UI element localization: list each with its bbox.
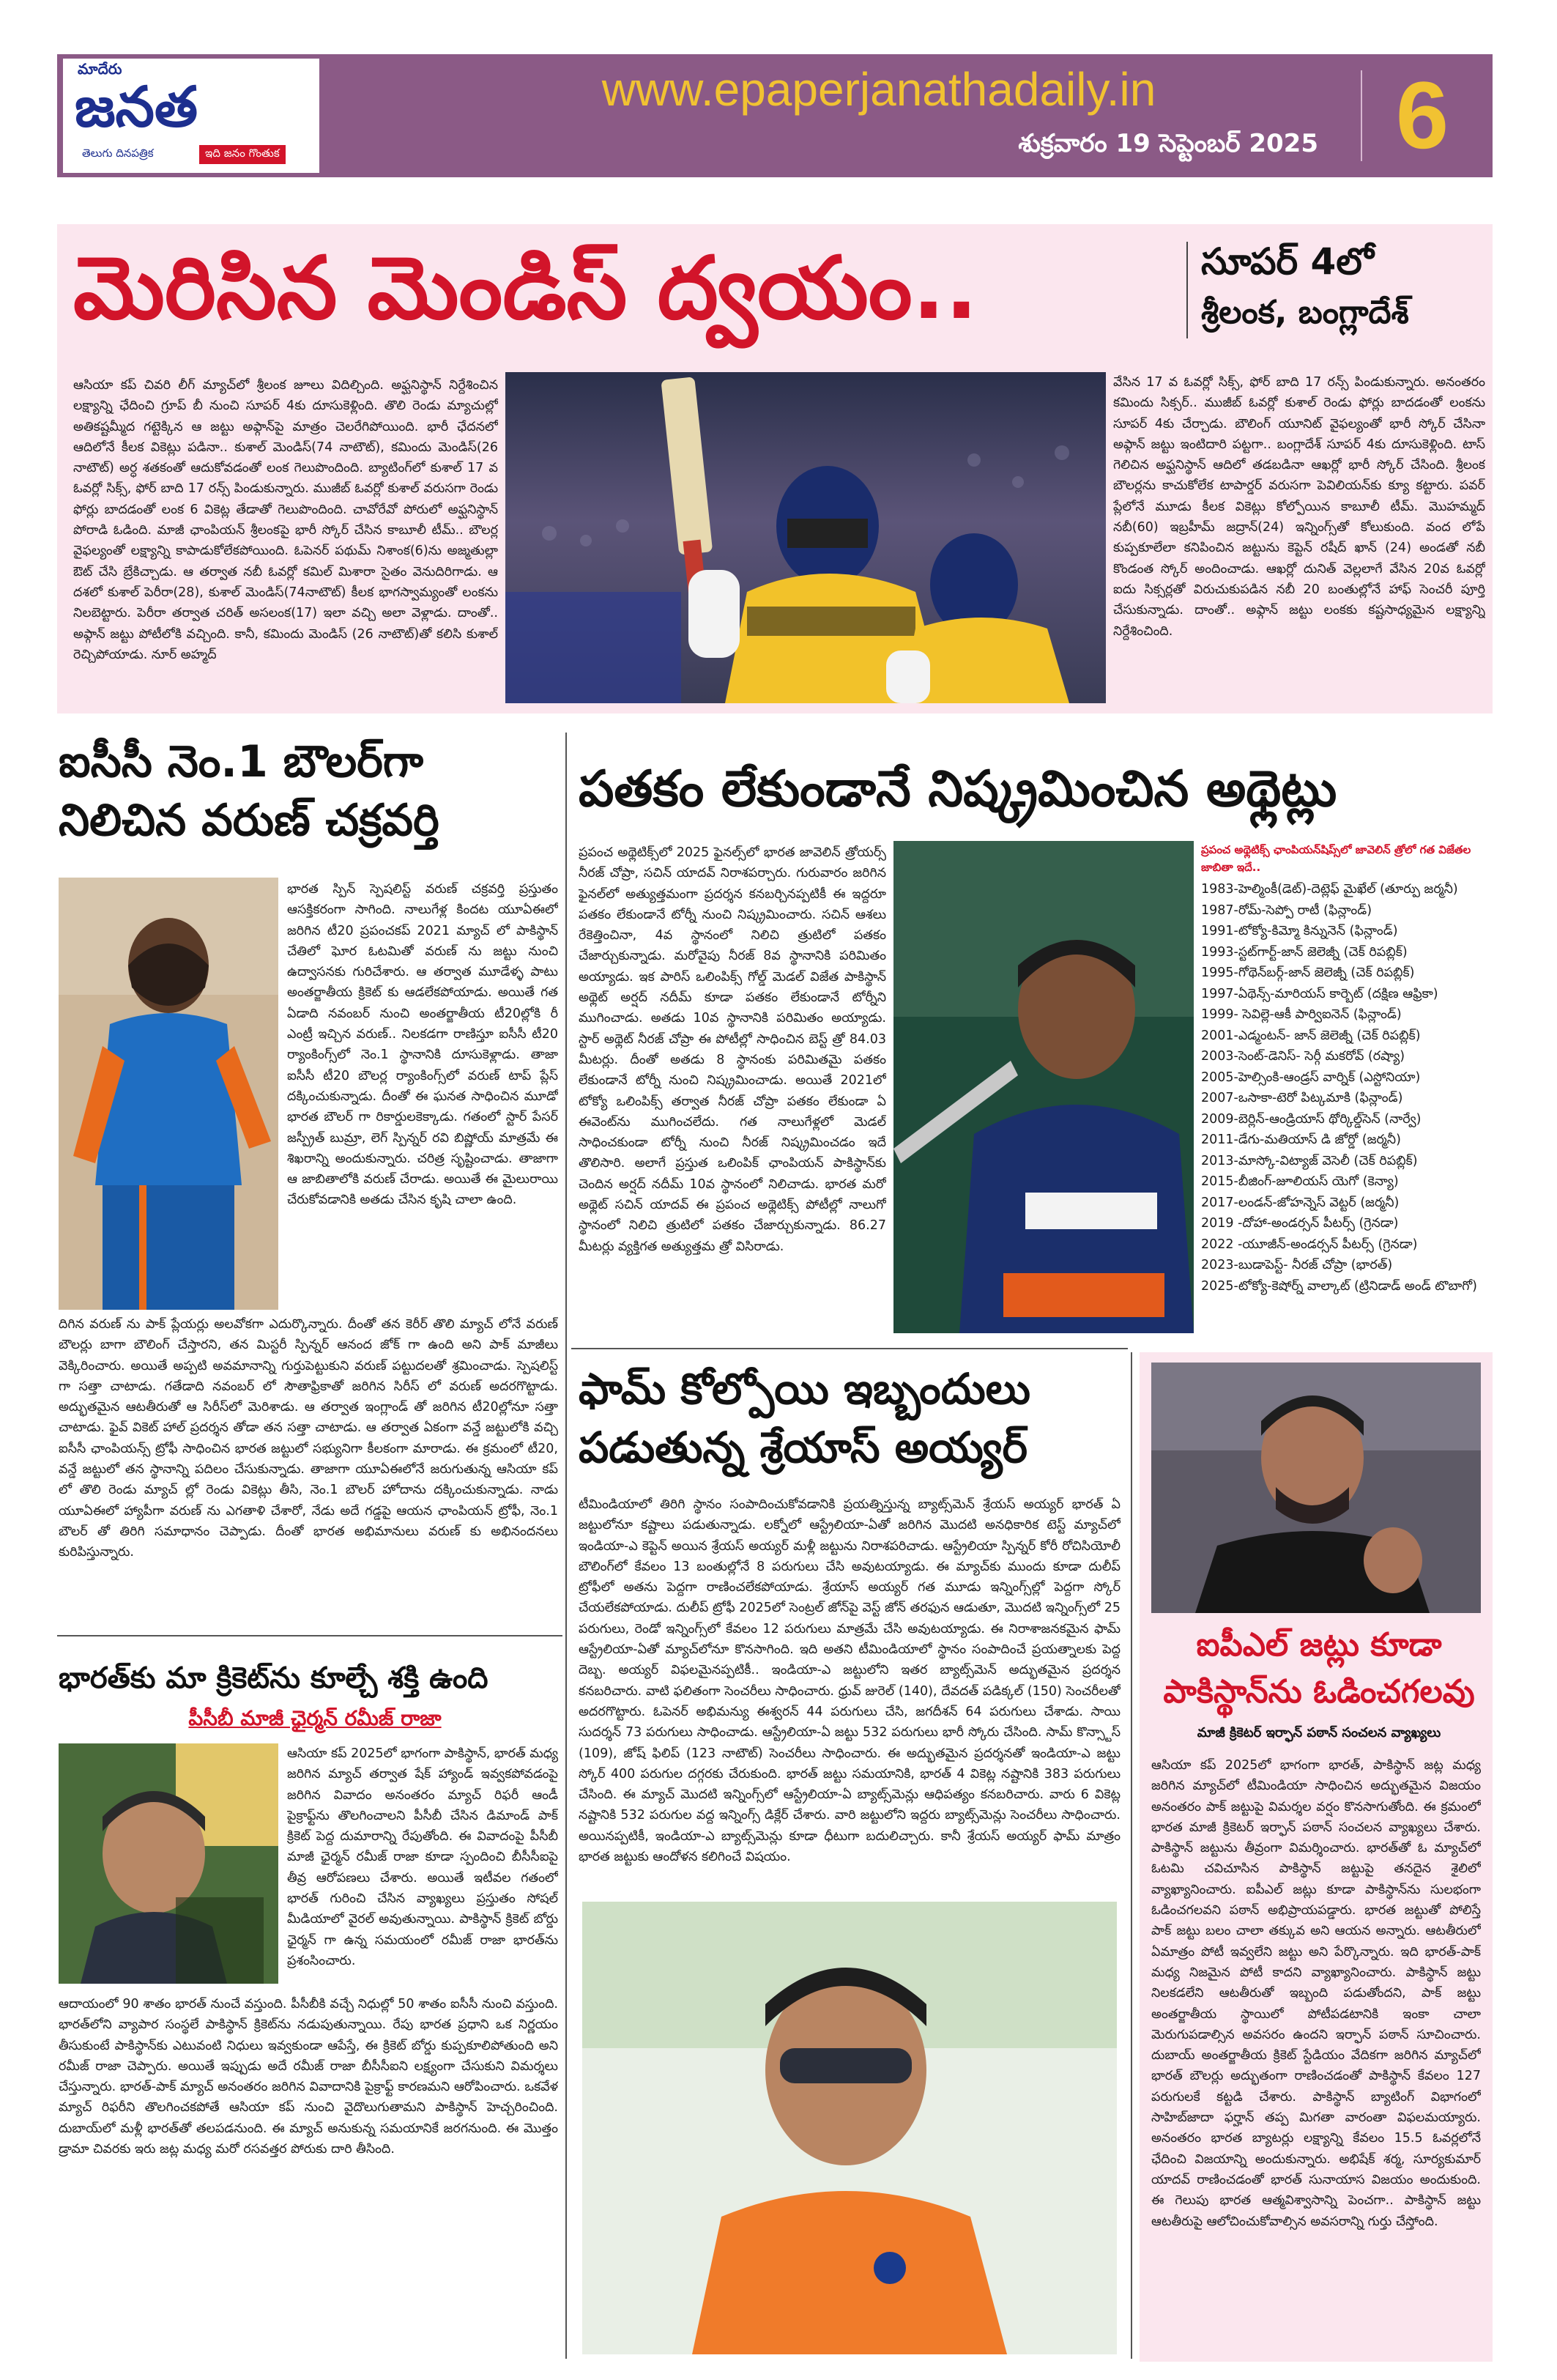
left-col-divider xyxy=(565,733,567,2359)
champion-item: 1999- సెవిల్లె-ఆకీ పార్విఐనెన్ (ఫిన్లాండ్) xyxy=(1201,1007,1402,1022)
athletes-body: ప్రపంచ అథ్లెటిక్స్‌లో 2025 ఫైనల్స్‌లో భారత జావెలిన్ త్రోయర్స్ నీరజ్ చోప్రా, సచిన్ యాదవ్ నిరాశపర్చారు. గురువారం జరిగిన ఫైనల్‌లో అత్యుత్తమంగా ప్రదర్శన కనబర్చినప్పటికీ ఈ ఇద్దరూ పతకం లేకుండానే టోర్నీ నుంచి నిష్క్రమించారు. సచిన్ ఆశలు రేకెత్తించినా, 4వ స్థానంలో నిలిచి త్రుటిలో పతకం చేజార్చుకున్నాడు. మరోవైపు నీరజ్ 8వ స్థానానికి పరిమితం అయ్యాడు. ఇక పారిస్ ఒలింపిక్స్ గోల్డ్ మెడల్ విజేత పాకిస్థాన్ అథ్లెట్ అర్షద్ నదీమ్ కూడా పతకం లేకుండానే టోర్నీని ముగించాడు. అతడు 10వ స్థానానికి పరిమితం అయ్యాడు. స్టార్ అథ్లెట్ నీరజ్ చోప్రా ఈ పోటీల్లో సాధించిన బెస్ట్ త్రో 84.03 మీటర్లు. దీంతో అతడు 8 స్థానంకు పరిమితమై పతకం లేకుండానే టోర్నీ నుంచి నిష్క్రమించాడు. అయితే 2021లో టోక్యో ఒలింపిక్స్ తర్వాత నీరజ్ చోప్రా పతకం లేకుండా ఏ ఈవెంట్‌ను ముగించలేదు. గత నాలుగేళ్లలో మెడల్ సాధించకుండా టోర్నీ నుంచి నీరజ్ నిష్క్రమించడం ఇదే తొలిసారి. అలాగే ప్రస్తుత ఒలింపిక్ ఛాంపియన్ పాకిస్థాన్‌కు చెందిన అర్షద్ నదీమ్ 10వ స్థానంలో నిలిచాడు. భారత మరో అథ్లెట్ సచిన్ యాదవ్ ఈ ప్రపంచ అథ్లెటిక్స్ పోటీల్లో నాలుగో స్థానంలో నిలిచి త్రుటిలో పతకం చేజార్చుకున్నాడు. 86.27 మీటర్లు వ్యక్తిగత అత్యుత్తమ త్రో విసిరాడు. xyxy=(579,845,886,1254)
irfan-headline-1: ఐపీఎల్ జట్లు కూడా xyxy=(1196,1626,1442,1664)
champion-item: 2013-మాస్కో-విట్యాజ్ వెసెలీ (చెక్ రిపబ్లిక్) xyxy=(1201,1153,1418,1168)
champions-list xyxy=(1201,879,1494,1297)
lead-photo-svg xyxy=(505,372,1106,703)
irfan-body: ఆసియా కప్ 2025లో భాగంగా భారత్, పాకిస్థాన్ జట్ల మధ్య జరిగిన మ్యాచ్‌లో టీమిండియా సాధించిన అద్భుతమైన విజయం అనంతరం పాక్ జట్టుపై విమర్శల వర్షం కొనసాగుతోంది. ఈ క్రమంలో భారత మాజీ క్రికెటర్ ఇర్ఫాన్ పఠాన్ సంచలన వ్యాఖ్యలు చేశారు. పాకిస్థాన్ జట్టును తీవ్రంగా విమర్శించారు. భారత్‌తో ఓ మ్యాచ్‌లో ఓటమి చవిచూసిన పాకిస్థాన్ జట్టుపై తనదైన శైలిలో వ్యాఖ్యానించారు. ఐపీఎల్ జట్లు కూడా పాకిస్థాన్‌ను సులభంగా ఓడించగలవని పఠాన్ అభిప్రాయపడ్డారు. భారత జట్టుతో పోలిస్తే పాక్ జట్టు బలం చాలా తక్కువ అని ఆయన అన్నారు. ఆటతీరులో ఏమాత్రం పోటీ ఇవ్వలేని జట్టు అని పేర్కొన్నారు. ఇది భారత్-పాక్ మధ్య నిజమైన పోటీ కాదని వ్యాఖ్యానించారు. పాకిస్థాన్ జట్టు నిలకడలేని ఆటతీరుతో ఇబ్బంది పడుతోందని, పాక్ జట్టు అంతర్జాతీయ స్థాయిలో పోటీపడటానికి ఇంకా చాలా మెరుగుపడాల్సిన అవసరం ఉందని ఇర్ఫాన్ పఠాన్ సూచించారు. దుబాయ్ అంతర్జాతీయ క్రికెట్ స్టేడియం వేదికగా జరిగిన మ్యాచ్‌లో భారత్ బౌలర్లు అద్భుతంగా రాణించడంతో పాకిస్థాన్ కేవలం 127 పరుగులకే కట్టడి చేశారు. పాకిస్థాన్ బ్యాటింగ్ విభాగంలో సాహిబ్‌జాదా ఫర్హాన్ తప్ప మిగతా వారంతా విఫలమయ్యారు. అనంతరం భారత బ్యాటర్లు లక్ష్యాన్ని కేవలం 15.5 ఓవర్లలోనే ఛేదించి విజయాన్ని అందుకున్నారు. అభిషేక్ శర్మ, సూర్యకుమార్ యాదవ్ రాణించడంతో భారత్ సునాయాస విజయం అందుకుంది. ఈ గెలుపు భారత ఆత్మవిశ్వాసాన్ని పెంచగా.. పాకిస్థాన్ జట్టు ఆటతీరుపై ఆలోచించుకోవాల్సిన అవసరాన్ని గుర్తు చేస్తోంది. xyxy=(1151,1758,1481,2229)
irfan-photo-svg xyxy=(1151,1363,1481,1613)
irfan-headline-2: పాకిస్థాన్‌ను ఓడించగలవు xyxy=(1163,1673,1475,1710)
champion-item: 2001-ఎడ్మంటన్- జాన్ జెలెజ్నీ (చెక్ రిపబ్లిక్) xyxy=(1201,1028,1421,1043)
irfan-subhead: మాజీ క్రికెటర్ ఇర్ఫాన్ పఠాన్ సంచలన వ్యాఖ్యలు xyxy=(1197,1725,1441,1740)
athletes-photo xyxy=(893,841,1194,1333)
champion-item: 1997-ఏథెన్స్-మారియస్ కార్బెట్ (దక్షిణ ఆఫ్రికా) xyxy=(1201,986,1438,1001)
champion-item: 1983-హెల్మింకీ(డెట్)-దెట్లెఫ్ మైఖేల్ (తూర్పు జర్మనీ) xyxy=(1201,882,1458,897)
athletes-photo-svg xyxy=(893,841,1194,1333)
varun-photo-svg xyxy=(59,878,278,1310)
shreyas-photo-svg xyxy=(582,1902,1117,2354)
lead-headline: మెరిసిన మెండిస్ ద్వయం.. xyxy=(73,237,978,338)
ramiz-col-bottom: ఆదాయంలో 90 శాతం భారత్ నుంచే వస్తుంది. పీసీబీకి వచ్చే నిధుల్లో 50 శాతం ఐసీసీ నుంచి వస్తుంది. భారత్‌లోని వ్యాపార సంస్థలే పాకిస్థాన్ క్రికెట్‌ను నడుపుతున్నాయి. రేపు భారత ప్రధాని ఒక నిర్ణయం తీసుకుంటే పాకిస్థాన్‌కు ఎటువంటి నిధులు ఇవ్వకుండా ఆపేస్తే, ఈ క్రికెట్ బోర్డు కుప్పకూలిపోతుంది అని రమీజ్ రాజా చెప్పారు. అయితే ఇప్పుడు అదే రమీజ్ రాజా బీసీసీఐని లక్ష్యంగా చేసుకుని విమర్శలు చేస్తున్నారు. భారత్-పాక్ మ్యాచ్ అనంతరం జరిగిన వివాదానికి పైక్రాఫ్ట్ కారణమని ఆరోపించారు. ఒకవేళ మ్యాచ్ రిఫరీని తొలగించకపోతే ఆసియా కప్ నుంచి వైదొలుగుతామని పాకిస్థాన్ హెచ్చరించింది. దుబాయ్‌లో మళ్లీ భారత్‌తో తలపడనుంది. ఈ మ్యాచ్ అనుకున్న సమయానికే జరగనుంది. ఈ మొత్తం డ్రామా చివరకు ఇరు జట్ల మధ్య మరో రసవత్తర పోరుకు దారి తీసింది. xyxy=(59,1997,558,2157)
masthead-url[interactable]: www.epaperjanathadaily.in xyxy=(601,63,1156,116)
logo-main-text: జనత xyxy=(75,74,198,139)
champion-item: 2023-బుడాపెస్ట్- నీరజ్ చోప్రా (భారత్) xyxy=(1201,1258,1393,1272)
athletes-shreyas-divider xyxy=(571,1348,1128,1349)
champion-item: 2007-ఒసాకా-టెరో పిట్కమాకి (ఫిన్లాండ్) xyxy=(1201,1091,1403,1105)
champion-item: 1991-టోక్యో-కిమ్మో కిన్నునెన్ (ఫిన్లాండ్) xyxy=(1201,924,1398,938)
shreyas-photo xyxy=(582,1902,1117,2354)
logo-small-text: మాదేరు xyxy=(78,60,122,78)
lead-col-1: ఆసియా కప్ చివరి లీగ్ మ్యాచ్‌లో శ్రీలంక జూలు విదిల్చింది. అఫ్ఘనిస్థాన్ నిర్దేశించిన లక్ష్యాన్ని ఛేదించి గ్రూప్ బీ నుంచి సూపర్ 4కు దూసుకెళ్లింది. తొలి రెండు మ్యాచుల్లో అతికష్టమ్మీద గట్టెక్కిన ఆ జట్టు అఫ్గాన్‌పై మాత్రం చెలరేగిపోయింది. భారీ ఛేదనలో ఆదిలోనే కీలక వికెట్లు పడినా.. కుశాల్ మెండిస్(74 నాటౌట్), కమిందు మెండిస్(26 నాటౌట్) అర్ధ శతకంతో ఆదుకోవడంతో లంక గెలుపొందింది. బ్యాటింగ్‌లో కుశాల్ 17 వ ఓవర్లో సిక్స్, ఫోర్ బాది 17 రన్స్ పిండుకున్నారు. ముజీబ్ ఓవర్లో కుశాల్ వరుసగా రెండు ఫోర్లు బాదడంతో లంక 6 వికెట్ల తేడాతో గెలుపొందింది. చావోరేవో పోరులో అఫ్ఘనిస్థాన్ పోరాడి ఓడింది. మాజీ ఛాంపియన్ శ్రీలంకపై భారీ స్కోర్ చేసిన కాబూలీ టీమ్.. బౌలర్ల వైఫల్యంతో లక్ష్యాన్ని కాపాడుకోలేకపోయింది. ఓపెనర్ పథుమ్ నిశాంక(6)ను అజ్మతుల్లా ఔట్ చేసి బ్రేకిచ్చాడు. ఆ తర్వాత నబీ ఓవర్లో కమిల్ మిశారా సైతం వెనుదిరిగాడు. ఆ దశలో కుశాల్ పెరీరా(28), కుశాల్ మెండిస్(74నాటౌట్) కీలక భాగస్వామ్యంతో లంకను నిలబెట్టారు. పెరీరా తర్వాత చరిత్ అసలంక(17) ఇలా వచ్చి అలా వెళ్లాడు. దాంతో.. అఫ్గాన్ జట్టు పోటీలోకి వచ్చింది. కానీ, కమిందు మెండిస్ (26 నాటౌట్)తో కలిసి కుశాల్ రెచ్చిపోయాడు. నూర్ అహ్మద్ xyxy=(73,378,498,662)
logo-tagline-left: తెలుగు దినపత్రిక xyxy=(82,147,154,160)
ramiz-photo xyxy=(59,1743,278,1984)
masthead-logo xyxy=(63,59,319,173)
shreyas-body: టీమిండియాలో తిరిగి స్థానం సంపాదించుకోవడానికి ప్రయత్నిస్తున్న బ్యాట్స్‌మెన్ శ్రేయస్ అయ్యర్ భారత్ ఏ జట్టులోనూ కష్టాలు పడుతున్నాడు. లక్నోలో ఆస్ట్రేలియా-ఏతో జరిగిన మొదటి అనధికారిక టెస్ట్ మ్యాచ్‌లో ఇండియా-ఎ కెప్టెన్ అయిన శ్రేయస్ అయ్యర్ మళ్లీ జట్టును నిరాశపరిచాడు. ఆస్ట్రేలియా స్పిన్నర్ కోరీ రోచిసియోలీ బౌలింగ్‌లో కేవలం 13 బంతుల్లోనే 8 పరుగులు చేసి అవుటయ్యాడు. ఈ మ్యాచ్‌కు ముందు కూడా దులీప్ ట్రోఫీలో అతను పెద్దగా రాణించలేకపోయాడు. శ్రేయాస్ అయ్యర్ గత మూడు ఇన్నింగ్స్‌ల్లో పెద్దగా స్కోర్ చేయలేకపోయాడు. దులీప్ ట్రోఫీ 2025లో సెంట్రల్ జోన్‌పై వెస్ట్ జోన్ తరఫున ఆడుతూ, మొదటి ఇన్నింగ్స్‌లో 25 పరుగులు, రెండో ఇన్నింగ్స్‌లో కేవలం 12 పరుగులు మాత్రమే చేసి అవుటయ్యాడు. ఈ నిరాశాజనకమైన ఫామ్ ఆస్ట్రేలియా-ఏతో మ్యాచ్‌లోనూ కొనసాగింది. ఇది అతని టీమిండియాలో స్థానం సంపాదించే ప్రయత్నాలకు పెద్ద దెబ్బ. అయ్యర్ విఫలమైనప్పటికీ.. ఇండియా-ఎ జట్టులోని ఇతర బ్యాట్స్‌మెన్ అద్భుతమైన ప్రదర్శన కనబరిచారు. వాటి ఫలితంగా సెంచరీలు సాధించారు. ధ్రువ్ జురెల్ (140), దేవదత్ పడిక్కల్ (150) సెంచరీలతో అదరగొట్టారు. ఓపెనర్ అభిమన్యు ఈశ్వరన్ 44 పరుగులు చేసి, జగదీశన్ 64 పరుగులు చేశాడు. సాయి సుదర్శన్ 73 పరుగులు సాధించాడు. ఆస్ట్రేలియా-ఏ జట్టు 532 పరుగులు భారీ స్కోరు చేసింది. సామ్ కొన్స్టాస్ (109), జోష్ ఫిలిప్ (123 నాటౌట్) సెంచరీలు సాధించారు. ఈ అద్భుతమైన ప్రదర్శనతో ఇండియా-ఎ జట్టు స్కోర్ 400 పరుగుల దగ్గరకు చేరుకుంది. భారత్ జట్టు సమయానికి, భారత్ 4 వికెట్ల నష్టానికి 383 పరుగులు చేసింది. ఈ మ్యాచ్ మొదటి ఇన్నింగ్స్‌లో ఆస్ట్రేలియా-ఏ బ్యాట్స్‌మెన్లు ఆధిపత్యం కనబరిచారు. వారు 6 వికెట్ల నష్టానికి 532 పరుగుల వద్ద ఇన్నింగ్స్ డిక్లేర్ చేశారు. వారి జట్టులోని ఇద్దరు బ్యాట్స్‌మెన్లు సెంచరీలు సాధించారు. అయినప్పటికీ, ఇండియా-ఎ బ్యాట్స్‌మెన్లు కూడా ధీటుగా బదులిచ్చారు. కానీ శ్రేయస్ అయ్యర్ ఫామ్ మాత్రం భారత జట్టుకు ఆందోళన కలిగించే విషయం. xyxy=(579,1497,1121,1865)
page-number: 6 xyxy=(1395,62,1449,168)
ramiz-headline: భారత్‌కు మా క్రికెట్‌ను కూల్చే శక్తి ఉంది xyxy=(59,1661,488,1695)
varun-ramiz-divider xyxy=(57,1635,562,1636)
lead-col-2: వేసిన 17 వ ఓవర్లో సిక్స్, ఫోర్ బాది 17 రన్స్ పిండుకున్నారు. అనంతరం కమిందు సిక్సర్.. ముజీబ్ ఓవర్లో కుశాల్ రెండు ఫోర్లు బాదడంతో లంకను సూపర్ 4కు చేర్చాడు. బౌలింగ్ యూనిట్ వైఫల్యంతో భారీ స్కోర్ చేసినా అఫ్గాన్ జట్టు ఇంటిదారి పట్టగా.. బంగ్లాదేశ్ సూపర్ 4కు దూసుకెళ్లింది. టాస్ గెలిచిన అఫ్ఘనిస్థాన్ ఆదిలో తడబడినా ఆఖర్లో భారీ స్కోర్ చేసింది. శ్రీలంక బౌలర్లను కాచుకోలేక టాపార్డర్ వరుసగా పెవిలియన్‌కు క్యూ కట్టారు. పవర్ ప్లేలోనే మూడు కీలక వికెట్లు కోల్పోయిన కాబూలీ టీమ్. మొహమ్మద్ నబీ(60) ఇబ్రహీమ్ జద్రాన్(24) ఇన్నింగ్స్‌తో కోలుకుంది. వంద లోపే కుప్పకూలేలా కనిపించిన జట్టును కెప్టెన్ రషీద్ ఖాన్ (24) అండతో నబీ కొండంత స్కోర్ అందించాడు. ఆఖర్లో దునిత్ వెల్లలాగే వేసిన 20వ ఓవర్లో ఐదు సిక్సర్లతో విరుచుకుపడిన నబీ 20 బంతుల్లోనే హాఫ్ సెంచరీ పూర్తి చేసుకున్నాడు. దాంతో.. అఫ్గాన్ జట్టు లంకకు కష్టసాధ్యమైన లక్ష్యాన్ని నిర్దేశించింది. xyxy=(1113,375,1485,639)
champion-item: 1995-గోథెన్‌బర్గ్-జాన్ జెలెజ్నీ (చెక్ రిపబ్లిక్) xyxy=(1201,965,1415,980)
ramiz-subhead: పీసీబీ మాజీ ఛైర్మన్ రమీజ్ రాజా xyxy=(188,1706,442,1730)
champion-item: 2017-లండన్-జోహన్నెస్ వెట్టర్ (జర్మనీ) xyxy=(1201,1195,1400,1210)
champion-item: 2025-టోక్యో-కెషోర్న్ వాల్కాట్ (ట్రినిడాడ్ అండ్ టొబాగో) xyxy=(1201,1278,1477,1294)
lead-side-head-1: సూపర్ 4లో xyxy=(1201,240,1374,283)
masthead-divider xyxy=(1361,70,1362,161)
varun-photo xyxy=(59,878,278,1310)
champion-item: 2011-డేగు-మతియాస్ డి జోర్డో (జర్మనీ) xyxy=(1201,1132,1401,1147)
champions-list-box xyxy=(1201,841,1494,1339)
champions-list-title: ప్రపంచ అథ్లెటిక్స్ ఛాంపియన్‌షిప్స్‌లో జావెలిన్ త్రోలో గత విజేతల జాబితా ఇదే.. xyxy=(1201,843,1471,874)
lead-side-head-2: శ్రీలంక, బంగ్లాదేశ్ xyxy=(1201,294,1409,331)
champion-item: 2022 -యూజీన్-అండర్సన్ పీటర్స్ (గ్రెనడా) xyxy=(1201,1237,1418,1252)
ramiz-photo-svg xyxy=(59,1743,278,1984)
logo-tagline-right: ఇది జనం గొంతుక xyxy=(199,145,286,164)
varun-headline-1: ఐసీసీ నెం.1 బౌలర్‌గా xyxy=(59,736,424,787)
ramiz-col-top: ఆసియా కప్ 2025లో భాగంగా పాకిస్థాన్, భారత్ మధ్య జరిగిన మ్యాచ్ తర్వాత షేక్ హ్యాండ్ ఇవ్వకపోవడంపై జరిగిన వివాదం అనంతరం మ్యాచ్ రిఫరీ ఆండీ పైక్రాఫ్ట్‌ను తొలగించాలని పీసీబీ చేసిన డిమాండ్ పాక్ క్రికెట్ పెద్ద దుమారాన్ని రేపుతోంది. ఈ వివాదంపై పీసీబీ మాజీ ఛైర్మన్ రమీజ్ రాజా కూడా స్పందించి బీసీసీఐపై తీవ్ర ఆరోపణలు చేశారు. అయితే ఇటీవల గతంలో భారత్ గురించి చేసిన వ్యాఖ్యలు ప్రస్తుతం సోషల్ మీడియాలో వైరల్ అవుతున్నాయి. పాకిస్థాన్ క్రికెట్ బోర్డు ఛైర్మన్ గా ఉన్న సమయంలో రమీజ్ రాజా భారత్‌ను ప్రశంసించారు. xyxy=(287,1746,558,1968)
irfan-photo xyxy=(1151,1363,1481,1613)
varun-col-bottom: దిగిన వరుణ్ ను పాక్ ప్లేయర్లు అలవోకగా ఎదుర్కొన్నారు. దీంతో తన కెరీర్ తొలి మ్యాచ్ లోనే వరుణ్ బౌలర్లు బాగా బౌలింగ్ చేస్తారని, తన మిస్టరీ స్పిన్నర్ ఆనంద జోక్ గా ఉంది అని పాక్ మాజీలు వెక్కిరించారు. అయితే అప్పటి అవమానాన్ని గుర్తుపెట్టుకుని వరుణ్ పట్టుదలతో శ్రమించాడు. స్పెషలిస్ట్ గా సత్తా చాటాడు. గతేడాది నవంబర్ లో సౌతాఫ్రికాతో జరిగిన సిరీస్ లో వరుణ్ అదరగొట్టాడు. అద్భుతమైన ఆటతీరుతో ఆ సిరీస్‌లో మెరిశాడు. ఆ తర్వాత ఇంగ్లాండ్ తో జరిగిన టీ20ల్లోనూ సత్తా చాటాడు. ఫైవ్ వికెట్ హాల్ ప్రదర్శన తోడా తన సత్తా చాటాడు. ఆ తర్వాత ఏకంగా వన్డే జట్టులోకి వచ్చి ఐసీసీ ఛాంపియన్స్ ట్రోఫీ సాధించిన భారత జట్టులో సభ్యునిగా కీలకంగా మారాడు. ఈ క్రమంలో టీ20, వన్డే జట్టులో తన స్థానాన్ని పదిలం చేసుకున్నాడు. తాజాగా యూఏఈలోనే జరుగుతున్న ఆసియా కప్ లో తొలి రెండు మ్యాచ్ ల్లో రెండు వికెట్లు తీసి, నెం.1 బౌలర్ హోదాను దక్కించుకున్నాడు. నాడు యూఏఈలో హ్యాపీగా వరుణ్ ను ఎగతాళి చేశారో, నేడు అదే గడ్డపై ఆయన ఛాంపియన్ ట్రోఫీ, నెం.1 బౌలర్ తో తిరిగి సమాధానం చెప్పాడు. దీంతో భారత అభిమానులు వరుణ్ కు అభినందనలు కురిపిస్తున్నారు. xyxy=(59,1317,558,1560)
champion-item: 2009-బెర్లిన్-ఆండ్రియాస్ థోర్కిల్డ్‌సెన్ (నార్వే) xyxy=(1201,1111,1422,1127)
lead-photo xyxy=(505,372,1106,703)
shreyas-headline-2: పడుతున్న శ్రేయాస్ అయ్యర్ xyxy=(579,1423,1028,1472)
champion-item: 2019 -దోహా-అండర్సన్ పీటర్స్ (గ్రెనడా) xyxy=(1201,1216,1399,1231)
varun-headline-2: నిలిచిన వరుణ్ చక్రవర్తి xyxy=(59,795,439,846)
champion-item: 2005-హెల్సింకి-ఆండ్రస్ వార్నిక్ (ఎస్టోనియా) xyxy=(1201,1069,1421,1085)
shreyas-headline-1: ఫామ్ కోల్పోయి ఇబ్బందులు xyxy=(579,1364,1030,1414)
mid-col-divider xyxy=(1131,1352,1132,2359)
athletes-headline: పతకం లేకుండానే నిష్క్రమించిన అథ్లెట్లు xyxy=(579,760,1337,818)
lead-headline-divider xyxy=(1186,242,1188,338)
champion-item: 2003-సెంట్-డెనిస్- సెర్గీ మకరోవ్ (రష్యా) xyxy=(1201,1049,1405,1064)
champion-item: 2015-బీజింగ్-జూలియస్ యెగో (కెన్యా) xyxy=(1201,1174,1399,1189)
varun-col-top: భారత స్పిన్ స్పెషలిస్ట్ వరుణ్ చక్రవర్తి ప్రస్తుతం ఆసక్తికరంగా సాగింది. నాలుగేళ్ల కిందట యూఏఈలో జరిగిన టీ20 ప్రపంచకప్ 2021 మ్యాచ్ లో పాకిస్థాన్ చేతిలో ఘోర ఓటమితో వరుణ్ ను జట్టు నుంచి ఉద్వాసనకు గురిచేశారు. ఆ తర్వాత మూడేళ్ళ పాటు అంతర్జాతీయ క్రికెట్ కు ఆడలేకపోయాడు. అయితే గత ఏడాది నవంబర్ నుంచి అంతర్జాతీయ టీ20ల్లోకి రీ ఎంట్రీ ఇచ్చిన వరుణ్.. నిలకడగా రాణిస్తూ ఐసీసీ టీ20 ర్యాంకింగ్స్‌లో నెం.1 స్థానానికి దూసుకెళ్లాడు. తాజా ఐసీసీ టీ20 బౌలర్ల ర్యాంకింగ్స్‌లో వరుణ్ టాప్ ప్లేస్ దక్కించుకున్నాడు. దీంతో ఈ ఘనత సాధించిన మూడో భారత బౌలర్ గా రికార్డులకెక్కాడు. గతంలో స్టార్ పేసర్ జస్ప్రీత్ బుమ్రా, లెగ్ స్పిన్నర్ రవి బిష్ణోయ్ మాత్రమే ఈ శిఖరాన్ని అందుకున్నారు. చరిత్ర సృష్టించాడు. తాజాగా ఆ జాబితాలోకి వరుణ్ చేరాడు. అయితే ఈ మైలురాయి చేరుకోవడానికి అతడు చేసిన కృషి చాలా ఉంది. xyxy=(287,882,558,1208)
masthead-date: శుక్రవారం 19 సెప్టెంబర్ 2025 xyxy=(1018,129,1318,158)
champion-item: 1987-రోమ్-సెప్పో రాటీ (ఫిన్లాండ్) xyxy=(1201,902,1372,918)
champion-item: 1993-స్టట్‌గార్ట్-జాన్ జెలెజ్నీ (చెక్ రిపబ్లిక్) xyxy=(1201,944,1408,960)
